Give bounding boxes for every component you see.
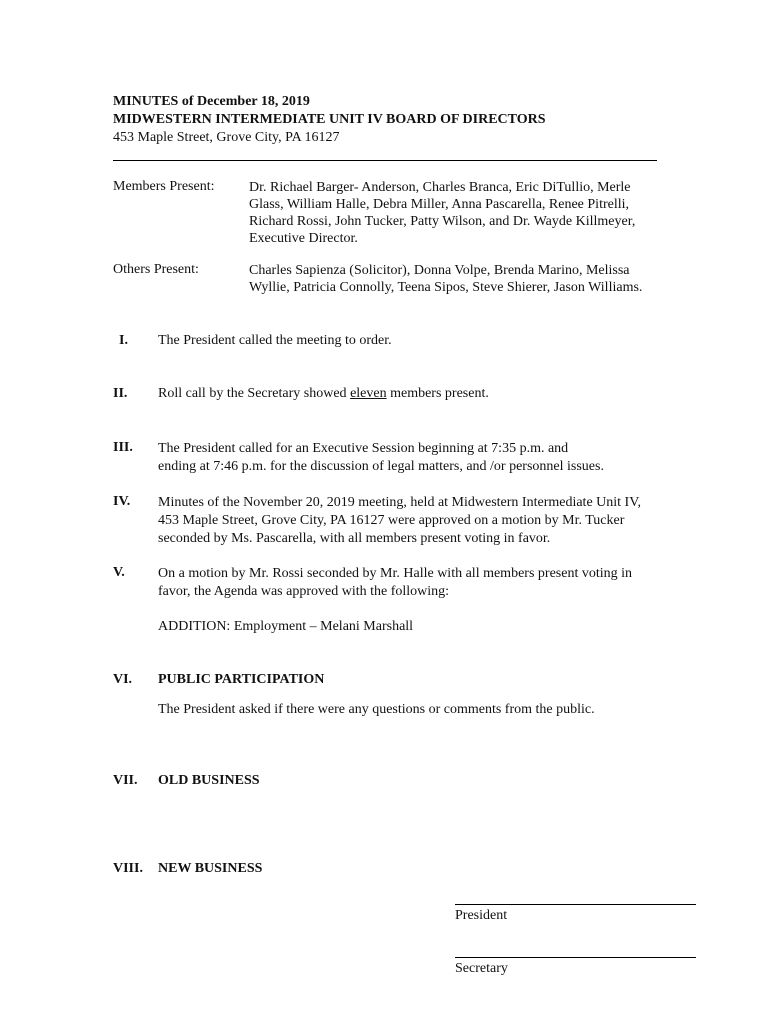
item-line: seconded by Ms. Pascarella, with all members present voting in favor.: [158, 531, 551, 546]
others-line: Charles Sapienza (Solicitor), Donna Volpe, Brenda Marino, Melissa: [249, 263, 630, 278]
roll-call-count: eleven: [350, 386, 387, 401]
item-number: IV.: [113, 494, 131, 509]
item-number: VII.: [113, 773, 138, 788]
item-number: I.: [119, 333, 128, 348]
roll-call-post: members present.: [386, 386, 489, 401]
item-text: [158, 386, 489, 402]
secretary-signature-label: Secretary: [455, 961, 508, 976]
others-line: Wyllie, Patricia Connolly, Teena Sipos, Steve Shierer, Jason Williams.: [249, 280, 643, 295]
header-divider: [113, 160, 657, 161]
item-line: favor, the Agenda was approved with the following:: [158, 584, 450, 599]
organization-name: MIDWESTERN INTERMEDIATE UNIT IV BOARD OF DIRECTORS: [113, 112, 546, 127]
agenda-addition: ADDITION: Employment – Melani Marshall: [158, 619, 414, 634]
item-number: VIII.: [113, 861, 143, 876]
item-line: 453 Maple Street, Grove City, PA 16127 were approved on a motion by Mr. Tucker: [158, 513, 625, 528]
roll-call-pre: Roll call by the Secretary showed: [158, 386, 351, 401]
item-text: [158, 565, 688, 601]
members-line: Glass, William Halle, Debra Miller, Anna Pascarella, Renee Pitrelli,: [249, 197, 630, 212]
document-title: MINUTES of December 18, 2019: [113, 94, 310, 109]
organization-address: 453 Maple Street, Grove City, PA 16127: [113, 130, 340, 145]
item-number: III.: [113, 440, 133, 455]
members-present-list: [249, 179, 729, 247]
members-line: Richard Rossi, John Tucker, Patty Wilson, and Dr. Wayde Killmeyer,: [249, 214, 636, 229]
item-text: [158, 494, 688, 548]
secretary-signature-line: [455, 957, 696, 958]
president-signature-label: President: [455, 908, 508, 923]
item-line: ending at 7:46 p.m. for the discussion of legal matters, and /or personnel issues.: [158, 459, 604, 474]
members-line: Dr. Richael Barger- Anderson, Charles Branca, Eric DiTullio, Merle: [249, 180, 631, 195]
members-line: Executive Director.: [249, 231, 358, 246]
item-number: V.: [113, 565, 125, 580]
members-present-label: Members Present:: [113, 179, 215, 194]
item-line: The President called for an Executive Session beginning at 7:35 p.m. and: [158, 441, 569, 456]
section-heading: PUBLIC PARTICIPATION: [158, 672, 325, 687]
others-present-list: [249, 262, 729, 296]
item-number: VI.: [113, 672, 133, 687]
item-line: Minutes of the November 20, 2019 meeting, held at Midwestern Intermediate Unit IV,: [158, 495, 642, 510]
section-heading: NEW BUSINESS: [158, 861, 263, 876]
others-present-label: Others Present:: [113, 262, 199, 277]
item-text: The President called the meeting to order.: [158, 333, 392, 348]
item-line: On a motion by Mr. Rossi seconded by Mr. Halle with all members present voting in: [158, 566, 632, 581]
section-heading: OLD BUSINESS: [158, 773, 260, 788]
item-text: The President asked if there were any questions or comments from the public.: [158, 702, 595, 717]
item-text: [158, 440, 688, 476]
item-number: II.: [113, 386, 128, 401]
president-signature-line: [455, 904, 696, 905]
